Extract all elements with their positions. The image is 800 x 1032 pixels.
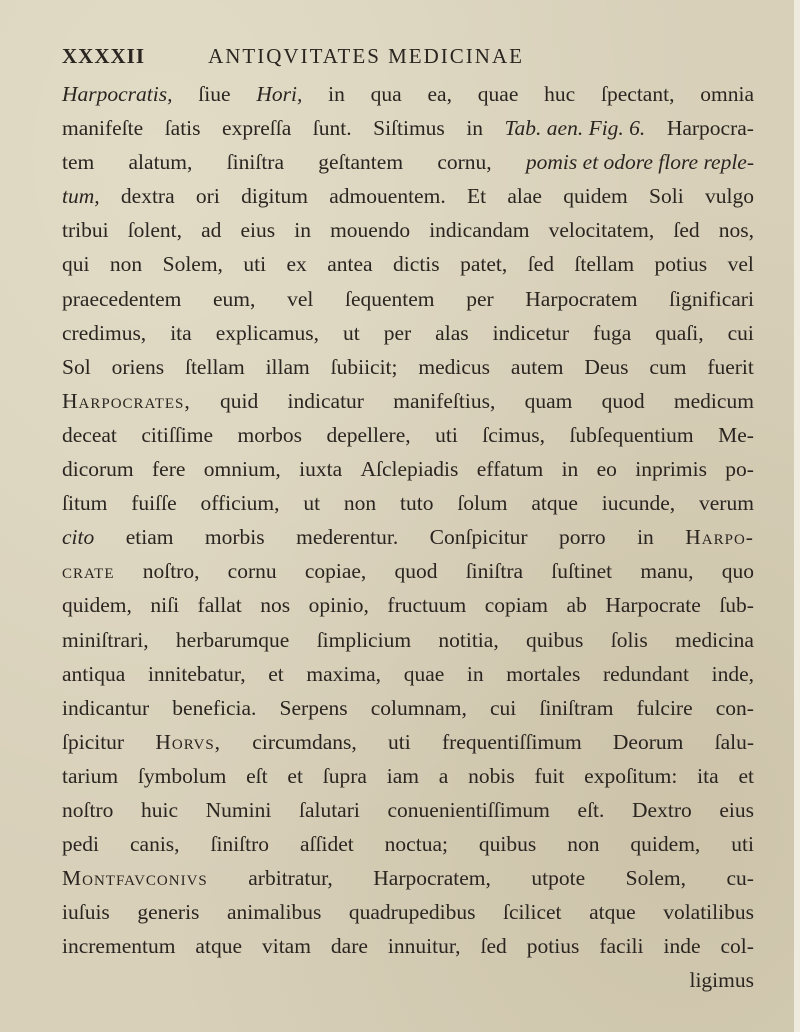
word: eius [240,218,276,243]
word: quidem [563,184,628,209]
word: Aſclepiadis [360,457,459,482]
word: morbos [237,422,302,447]
word: Horvs, [155,729,222,754]
text-line [62,77,754,111]
word: Harpocra- [666,116,754,141]
word: omnium, [203,457,281,482]
word: illam [265,354,310,379]
word: nos [260,593,291,618]
word: geſtantem [318,150,404,175]
word: autem [510,354,564,379]
word: in [294,218,311,243]
word: ſitum [62,491,108,516]
running-title: ANTIQVITATES MEDICINAE [208,44,524,68]
word: cui [489,695,517,720]
word: morbis [204,525,265,550]
text-line [62,145,754,179]
text-line [62,384,754,418]
word: fere [152,457,186,482]
word: quadrupedibus [348,900,476,925]
word: quae [403,661,445,686]
word: Sol [62,354,91,379]
word: indicantur [62,695,150,720]
word: explicamus, [215,320,319,345]
word: quam [524,388,573,413]
word: alas [435,320,469,345]
word: tarium [62,763,119,788]
word: quibus [478,832,537,857]
word: eum, [213,286,256,311]
word: quae [477,82,519,106]
word: citiſſime [141,422,214,447]
text-line [62,213,754,247]
word: verum [699,491,754,516]
word: cui [727,320,754,345]
text-line [62,418,754,452]
word: depellere, [326,422,411,447]
word: per [383,320,412,345]
word: mederentur. [296,525,399,550]
word: mortales [506,661,581,686]
word: iam [386,763,419,788]
page-number: XXXXII [62,44,146,68]
word: crate [62,559,115,584]
word: indicandam [429,218,530,243]
word: qui [62,252,90,277]
word: huic [140,797,179,822]
word: et [738,763,754,788]
word: columnam, [370,695,467,720]
text-line [62,588,754,622]
word: medicina [675,627,754,652]
word: redundant [602,661,689,686]
word: uti [731,832,754,857]
word: inde [663,934,701,959]
word: ſiniſtram [539,695,614,720]
word: atque [589,900,636,925]
text-line [62,486,754,520]
word: ſolis [610,627,648,652]
word: effatum [476,457,544,482]
word: quibus [526,627,584,652]
word: ſignificari [669,286,754,311]
word: ſiniſtra [226,150,284,175]
word: non [567,832,600,857]
text-line [62,179,754,213]
word: ab [566,593,587,618]
word: ad [201,218,222,243]
word: quaſi, [655,320,704,345]
word: et [287,763,303,788]
word: in [637,525,654,550]
body-text [62,77,754,998]
word: conuenientiſſimum [387,797,550,822]
word: ſcimus, [482,422,545,447]
word: praecedentem [62,286,182,311]
word: non [109,252,143,277]
word: fuga [593,320,632,345]
word: ſuſtinet [551,559,613,584]
word: Hori, [256,82,303,106]
word: arbitratur, [248,866,333,891]
word: opinio, [308,593,369,618]
word: ſolent, [127,218,183,243]
word: digitum [241,184,308,209]
word: frequentiſſimum [441,729,582,754]
word: uti [435,422,458,447]
text-line [62,520,754,554]
word: oriens [111,354,165,379]
word: ſunt. [312,116,352,141]
word: Me- [718,422,754,447]
word: medicus [418,354,491,379]
word: velocitatem, [548,218,655,243]
word: herbarumque [175,627,290,652]
word: ita [170,320,192,345]
word: manifeſtius, [393,388,496,413]
word: potius [654,252,708,277]
word: po- [725,457,754,482]
word: iucunde, [601,491,676,516]
word: ori [195,184,220,209]
word: a [438,763,449,788]
word: ſed [673,218,700,243]
word: ſed [527,252,554,277]
word: eſt [246,763,268,788]
word: quidem, [62,593,132,618]
word: Montfavconivs [62,866,208,891]
word: indicatur [287,388,364,413]
word: fulcire [636,695,693,720]
text-line [62,623,754,657]
word: utpote [531,866,586,891]
word: ſalutari [298,797,360,822]
word: ſub- [719,593,754,618]
word: antiqua [62,661,126,686]
text-line [62,725,754,759]
word: fallat [197,593,242,618]
word: dictis [393,252,440,277]
word: eius [719,797,754,822]
word: ſiniſtra [465,559,524,584]
word: antea [327,252,373,277]
word: patet, [460,252,508,277]
word: circumdans, [252,729,357,754]
text-line [62,895,754,929]
word: Deus [584,354,629,379]
word: credimus, [62,320,147,345]
word: tribui [62,218,109,243]
running-header [62,44,622,69]
word: ſed [480,934,507,959]
word: in [466,661,484,686]
word: Harpocratem [525,286,638,311]
word: col- [720,934,754,959]
word: indicetur [492,320,570,345]
text-line [62,793,754,827]
word: noſtro, [142,559,200,584]
word: copiae, [304,559,367,584]
word: cum [649,354,687,379]
word: tum, [62,184,100,209]
word: eo [596,457,617,482]
word: ea, [427,82,452,106]
word: etiam [125,525,174,550]
text-line [62,452,754,486]
word: in [328,82,345,106]
word: innitebatur, [147,661,246,686]
word: per [466,286,494,311]
word: Solem, [162,252,223,277]
word: Solem, [625,866,686,891]
word: cornu, [437,150,492,175]
word: quo [721,559,754,584]
word: ſimplicium [316,627,412,652]
word: Dextro [632,797,692,822]
word: quod [394,559,438,584]
word: Tab. aen. Fig. 6. [504,116,646,141]
word: eſt. [577,797,605,822]
word: innuitur, [387,934,461,959]
word: ſolum [457,491,508,516]
word: vel [727,252,754,277]
word: Numini [205,797,272,822]
word: iuſuis [62,900,110,925]
word: Serpens [279,695,348,720]
text-line [62,861,754,895]
word: Conſpicitur [429,525,528,550]
word: ſymbolum [137,763,227,788]
word: fuiſſe [131,491,177,516]
word: ſcilicet [503,900,562,925]
text-line [62,282,754,316]
word: inde, [711,661,754,686]
word: Harpocratis, [62,82,173,106]
text-line [62,929,754,963]
word: vitam [261,934,311,959]
word: Harpocratem, [373,866,491,891]
word: noctua; [384,832,448,857]
word: incrementum [62,934,176,959]
word: expreſſa [222,116,292,141]
word: canis, [129,832,180,857]
word: manu, [640,559,694,584]
word: volatilibus [663,900,754,925]
word: medicum [673,388,754,413]
word: ſiniſtro [210,832,270,857]
word: dextra [120,184,175,209]
text-line [62,963,754,997]
word: aſſidet [299,832,354,857]
word: huc [544,82,576,106]
word: cito [62,525,95,550]
word: cornu [227,559,277,584]
word: fuerit [707,354,754,379]
word: uti [243,252,267,277]
word: porro [559,525,606,550]
word: Deorum [612,729,684,754]
word: Harpocrates, [62,388,191,413]
word: notitia, [438,627,499,652]
word: vel [287,286,314,311]
word: in [466,116,484,141]
word: potius [526,934,580,959]
word: beneficia. [172,695,257,720]
word: atque [195,934,242,959]
text-line [62,827,754,861]
word: Siſtimus [373,116,445,141]
word: miniſtrari, [62,627,149,652]
word: ſatis [164,116,201,141]
word: facili [599,934,644,959]
text-line [62,657,754,691]
word: ut [342,320,360,345]
word: nobis [468,763,515,788]
word: niſi [150,593,180,618]
word: ſpicitur [62,729,125,754]
word: expoſitum: [584,763,678,788]
word: ſalu- [714,729,754,754]
word: Harpocrate [605,593,701,618]
word: animalibus [226,900,322,925]
word: ſubiicit; [330,354,398,379]
word: dicorum [62,457,134,482]
word: non [343,491,377,516]
word: pomis et odore flore reple- [525,150,754,175]
word: ſpectant, [601,82,675,106]
text-line [62,350,754,384]
word: tem [62,150,95,175]
word: Harpo- [685,525,754,550]
word: ut [303,491,321,516]
word: uti [388,729,411,754]
word: quid [220,388,259,413]
word: fructuum [387,593,467,618]
word: generis [137,900,200,925]
word: ſtellam [574,252,635,277]
word: cu- [726,866,754,891]
word: nos, [718,218,754,243]
word: alatum, [128,150,193,175]
word: et [268,661,284,686]
word: qua [370,82,402,106]
word: vulgo [704,184,754,209]
text-line [62,691,754,725]
text-line [62,759,754,793]
word: ex [286,252,307,277]
word: atque [531,491,578,516]
page-edge [794,0,800,1032]
word: tuto [400,491,434,516]
word: fuit [534,763,565,788]
word: mouendo [330,218,411,243]
word: noſtro [62,797,114,822]
word: deceat [62,422,117,447]
word: maxima, [306,661,382,686]
word: omnia [700,82,754,106]
text-line [62,247,754,281]
word: quod [601,388,645,413]
word: alae [507,184,542,209]
word: Et [466,184,487,209]
word: ſtellam [184,354,245,379]
word: ſiue [198,82,231,106]
word: ligimus [689,968,754,993]
word: in [561,457,579,482]
word: dare [330,934,368,959]
word: admouentem. [329,184,446,209]
word: inprimis [635,457,707,482]
text-line [62,316,754,350]
word: quidem, [630,832,701,857]
word: officium, [200,491,280,516]
word: iuxta [299,457,343,482]
word: pedi [62,832,100,857]
text-line [62,554,754,588]
word: ita [697,763,719,788]
word: ſubſequentium [569,422,694,447]
word: manifeſte [62,116,144,141]
text-line [62,111,754,145]
word: ſupra [322,763,367,788]
word: copiam [484,593,549,618]
word: con- [715,695,754,720]
word: ſequentem [344,286,435,311]
word: Soli [649,184,684,209]
